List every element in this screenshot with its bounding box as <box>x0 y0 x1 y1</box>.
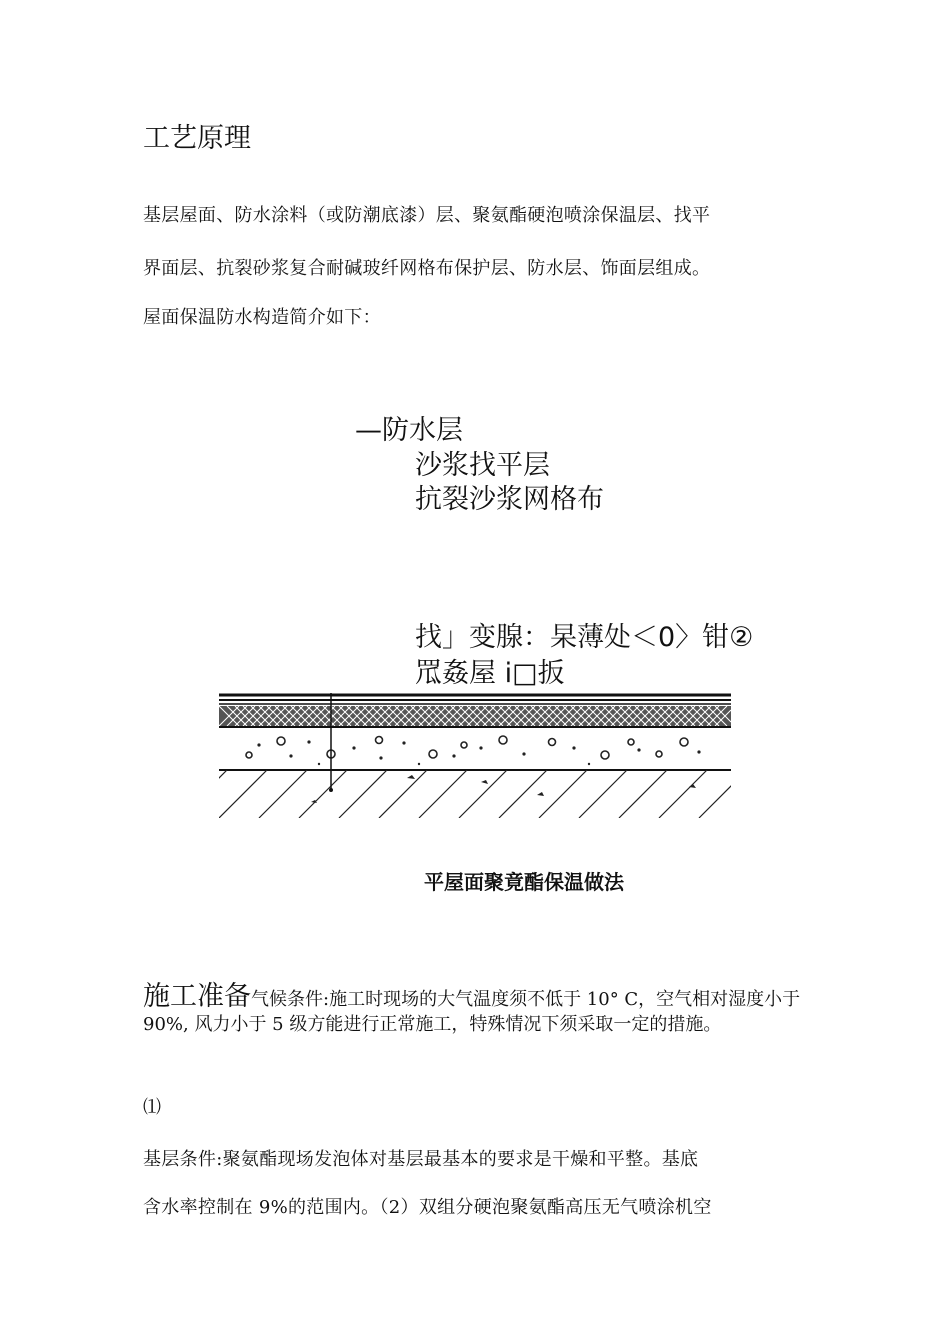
roof-section-diagram <box>219 690 731 818</box>
label-waterproof-layer: —防水层 <box>355 415 463 446</box>
figure-caption: 平屋面聚竟酯保温做法 <box>424 870 624 894</box>
base-line-2: 含水率控制在 9%的范围内。（2）双组分硬泡聚氨酯高压无气喷涂机空 <box>143 1197 712 1218</box>
label-crack-mortar-mesh: 抗裂沙浆网格布 <box>415 484 604 515</box>
intro-line-3: 屋面保温防水构造简介如下： <box>143 307 381 328</box>
base-slab-hatch <box>219 770 731 818</box>
label-garbled-line-1: 找」变腺：杲薄处＜0〉钳② <box>415 622 754 653</box>
label-mortar-leveling: 沙浆找平层 <box>415 450 550 481</box>
base-line-1: 基层条件:聚氨酯现场发泡体对基层最基本的要求是干燥和平整。基底 <box>143 1149 699 1170</box>
prep-text: 气候条件:施工时现场的大气温度须不低于 10° C，空气相对湿度小于 90%, 风力小于 5 级方能进行正常施工，特殊情况下须采取一定的措施。 <box>143 989 801 1035</box>
construction-prep-paragraph <box>143 981 813 1037</box>
prep-title: 施工准备 <box>143 981 251 1012</box>
intro-line-2: 界面层、抗裂砂浆复合耐碱玻纤网格布保护层、防水层、饰面层组成。 <box>143 258 711 279</box>
item-marker: ⑴ <box>143 1097 162 1118</box>
intro-line-1: 基层屋面、防水涂料（或防潮底漆）层、聚氨酯硬泡喷涂保温层、找平 <box>143 205 711 226</box>
aggregate-stones <box>246 736 688 759</box>
label-garbled-line-2: 罛姦屋 i□扳 <box>415 658 565 689</box>
section-heading: 工艺原理 <box>143 123 251 154</box>
